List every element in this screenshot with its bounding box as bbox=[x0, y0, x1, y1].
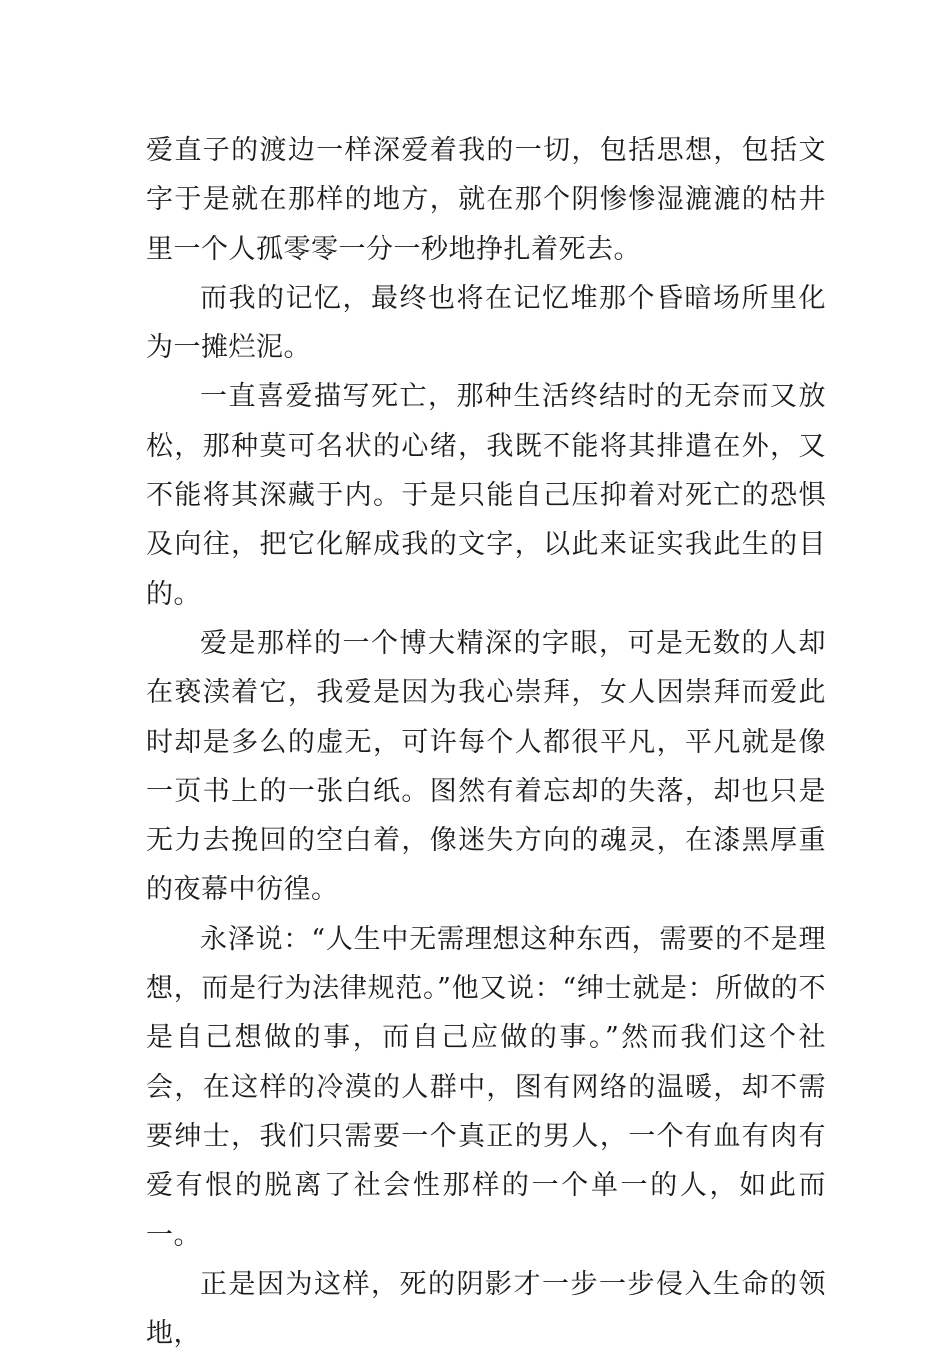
paragraph: 永泽说：“人生中无需理想这种东西，需要的不是理想，而是行为法律规范。”他又说：“绅士就是：所做的不是自己想做的事，而自己应做的事。”然而我们这个社会，在这样的冷漠的人群中，图有网络的温暖，却不需要绅士，我们只需要一个真正的男人，一个有血有肉有爱有恨的脱离了社会性那样的一个单一的人，如此而一。 bbox=[146, 923, 826, 1251]
paragraph: 正是因为这样，死的阴影才一步一步侵入生命的领地， bbox=[146, 1268, 826, 1350]
paragraph: 爱是那样的一个博大精深的字眼，可是无数的人却在亵渎着它，我爱是因为我心崇拜，女人因崇拜而爱此时却是多么的虚无，可许每个人都很平凡，平凡就是像一页书上的一张白纸。图然有着忘却的失落，却也只是无力去挽回的空白着，像迷失方向的魂灵，在漆黑厚重的夜幕中彷徨。 bbox=[146, 627, 826, 906]
body-text bbox=[146, 126, 826, 1358]
paragraph: 爱直子的渡边一样深爱着我的一切，包括思想，包括文字于是就在那样的地方，就在那个阴惨惨湿漉漉的枯井里一个人孤零零一分一秒地挣扎着死去。 bbox=[146, 135, 826, 265]
paragraph: 而我的记忆，最终也将在记忆堆那个昏暗场所里化为一摊烂泥。 bbox=[146, 282, 826, 364]
paragraph: 一直喜爱描写死亡，那种生活终结时的无奈而又放松，那种莫可名状的心绪，我既不能将其排遣在外，又不能将其深藏于内。于是只能自己压抑着对死亡的恐惧及向往，把它化解成我的文字，以此来证实我此生的目的。 bbox=[146, 381, 826, 610]
